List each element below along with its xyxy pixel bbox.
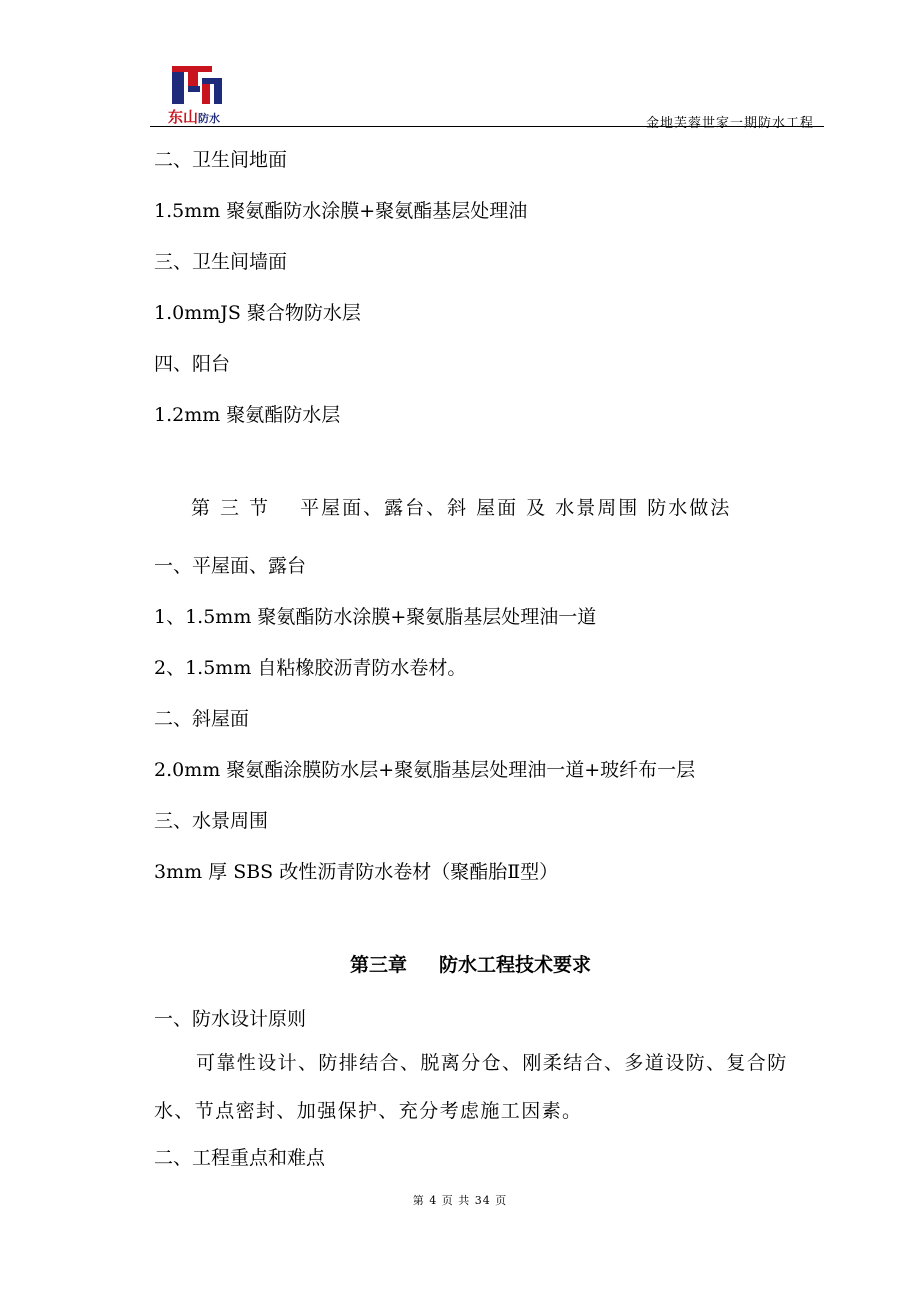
chapter-3-label: 第三章 (350, 954, 408, 976)
heading-bathroom-floor: 二、卫生间地面 (154, 149, 288, 171)
heading-bathroom-wall: 三、卫生间墙面 (154, 251, 288, 273)
logo-char-dong: 东 (168, 108, 184, 126)
heading-waterscape: 三、水景周围 (154, 810, 269, 832)
logo-char-shan: 山 (183, 108, 199, 126)
text-flat-roof-spec-2: 2、1.5mm 自粘橡胶沥青防水卷材。 (154, 657, 467, 679)
text-flat-roof-spec-1: 1、1.5mm 聚氨酯防水涂膜+聚氨脂基层处理油一道 (154, 606, 597, 628)
heading-flat-roof: 一、平屋面、露台 (154, 555, 307, 577)
heading-design-principles: 一、防水设计原则 (154, 1008, 307, 1030)
logo-mark-icon (166, 64, 236, 108)
heading-key-difficulties: 二、工程重点和难点 (154, 1147, 326, 1169)
text-bathroom-wall-spec: 1.0mmJS 聚合物防水层 (154, 302, 361, 324)
text-waterscape-spec: 3mm 厚 SBS 改性沥青防水卷材（聚酯胎Ⅱ型） (154, 861, 559, 883)
heading-balcony: 四、阳台 (154, 353, 231, 375)
heading-sloped-roof: 二、斜屋面 (154, 708, 250, 730)
paragraph-design-principles: 可靠性设计、防排结合、脱离分仓、刚柔结合、多道设防、复合防水、节点密封、加强保护、充分考虑施工因素。 (154, 1052, 788, 1122)
header-divider (150, 126, 824, 127)
logo-text (168, 106, 220, 127)
logo-char-fangshui: 防水 (198, 112, 221, 125)
page-footer: 第 4 页 共 34 页 (412, 1194, 508, 1207)
chapter-3-heading (350, 953, 591, 977)
text-sloped-roof-spec: 2.0mm 聚氨酯涂膜防水层+聚氨脂基层处理油一道+玻纤布一层 (154, 759, 696, 781)
section-3-heading (191, 496, 731, 520)
section-3-label: 第 三 节 (191, 497, 271, 519)
company-logo (166, 64, 236, 126)
header-title: 金地芙蓉世家一期防水工程 (645, 116, 814, 131)
page-header (150, 64, 824, 131)
text-bathroom-floor-spec: 1.5mm 聚氨酯防水涂膜+聚氨酯基层处理油 (154, 200, 528, 222)
chapter-3-title: 防水工程技术要求 (439, 954, 592, 976)
text-balcony-spec: 1.2mm 聚氨酯防水层 (154, 404, 341, 426)
section-3-title: 平屋面、露台、斜 屋面 及 水景周围 防水做法 (300, 497, 732, 519)
